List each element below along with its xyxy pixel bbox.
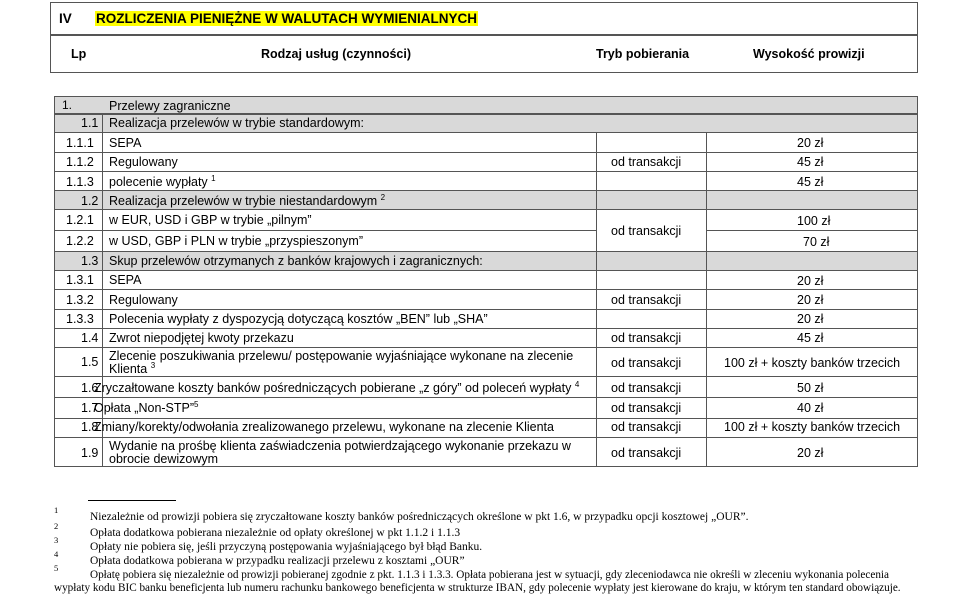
row-number: 1.7: [81, 401, 99, 415]
row-label: Skup przelewów otrzymanych z banków krajowych i zagranicznych:: [109, 254, 483, 268]
row-fee: 20 zł: [797, 446, 824, 460]
row-number: 1.: [62, 98, 73, 112]
footnote-text: Niezależnie od prowizji pobiera się zryczałtowane koszty banków pośredniczących określone w pkt 1.6, w przypadku opcji kosztowej „OUR”.: [90, 511, 749, 523]
row-number: 1.3.1: [66, 273, 94, 287]
row-label: Opłata „Non-STP”$^5$: [94, 399, 199, 415]
row-fee: 45 zł: [797, 175, 824, 189]
row-number: 1.5: [81, 355, 99, 369]
footnote-text-cont: wypłaty kodu BIC banku beneficjenta lub numeru rachunku bankowego beneficjenta w strukturze IBAN, gdy polecenie wypłaty jest kierowane do kraju, w którym ten standard obowiązuje.: [54, 582, 901, 594]
row-label: Zwrot niepodjętej kwoty przekazu: [109, 331, 294, 345]
row-number: 1.3.3: [66, 312, 94, 326]
footnote-text: Opłata dodatkowa pobierana w przypadku realizacji przelewu z kosztami „OUR”: [90, 555, 465, 567]
footnote-number: 2: [54, 521, 59, 531]
row-fee: 40 zł: [797, 401, 824, 415]
row-number: 1.8: [81, 420, 99, 434]
row-label: w EUR, USD i GBP w trybie „pilnym”: [109, 213, 312, 227]
row-mode: od transakcji: [611, 224, 682, 238]
footnote-text: Opłata dodatkowa pobierana niezależnie od opłaty określonej w pkt 1.1.2 i 1.1.3: [90, 527, 461, 539]
footnote-separator: [88, 500, 176, 501]
row-fee: 20 zł: [797, 312, 824, 326]
row-fee: 100 zł + koszty banków trzecich: [724, 356, 901, 370]
row-label: Regulowany: [109, 155, 178, 169]
row-label: Regulowany: [109, 293, 178, 307]
row-number: 1.3.2: [66, 293, 94, 307]
footnote-number: 5: [54, 563, 59, 573]
row-number: 1.2.2: [66, 234, 94, 248]
row-label: Przelewy zagraniczne: [109, 99, 231, 113]
row-fee: 100 zł + koszty banków trzecich: [724, 420, 901, 434]
row-label: SEPA: [109, 273, 142, 287]
row-number: 1.1.3: [66, 175, 94, 189]
header-service: Rodzaj usług (czynności): [261, 47, 412, 61]
row-label: SEPA: [109, 136, 142, 150]
row-fee: 45 zł: [797, 155, 824, 169]
row-number: 1.2: [81, 194, 99, 208]
row-mode: od transakcji: [611, 401, 682, 415]
row-fee: 20 zł: [797, 293, 824, 307]
row-label: Realizacja przelewów w trybie niestandardowym $^2$: [109, 192, 386, 208]
column-header: [50, 35, 918, 73]
row-label: Zryczałtowane koszty banków pośredniczących pobierane „z góry” od poleceń wypłaty $^4$: [94, 379, 580, 395]
footnote-number: 3: [54, 535, 59, 545]
row-number: 1.1: [81, 116, 99, 130]
row-fee: 70 zł: [803, 235, 830, 249]
row-mode: od transakcji: [611, 356, 682, 370]
header-lp: Lp: [71, 47, 87, 61]
row-number: 1.4: [81, 331, 99, 345]
row-number: 1.1.1: [66, 136, 94, 150]
row-label: w USD, GBP i PLN w trybie „przyspieszonym”: [109, 234, 363, 248]
section-header: [50, 2, 918, 35]
row-number: 1.6: [81, 381, 99, 395]
footnote-number: 4: [54, 549, 59, 559]
row-fee: 45 zł: [797, 331, 824, 345]
row-mode: od transakcji: [611, 381, 682, 395]
row-mode: od transakcji: [611, 446, 682, 460]
row-label: Zlecenie poszukiwania przelewu/ postępowanie wyjaśniające wykonane na zlecenie: [109, 349, 574, 363]
row-mode: od transakcji: [611, 420, 682, 434]
row-label-cont: Klienta $^3$: [109, 360, 156, 376]
row-fee: 50 zł: [797, 381, 824, 395]
row-fee: 20 zł: [797, 136, 824, 150]
row-label: polecenie wypłaty $^1$: [109, 173, 216, 189]
row-mode: od transakcji: [611, 331, 682, 345]
footnote-number: 1: [54, 505, 59, 515]
row-mode: od transakcji: [611, 293, 682, 307]
row-label-cont: obrocie dewizowym: [109, 452, 219, 466]
section-title: ROZLICZENIA PIENIĘŻNE W WALUTACH WYMIENIALNYCH: [96, 11, 477, 26]
row-number: 1.3: [81, 254, 99, 268]
row-label: Polecenia wypłaty z dyspozycją dotyczącą kosztów „BEN” lub „SHA”: [109, 312, 488, 326]
row-number: 1.9: [81, 446, 99, 460]
row-fee: 20 zł: [797, 274, 824, 288]
row-label: Wydanie na prośbę klienta zaświadczenia potwierdzającego wykonanie przekazu w: [109, 439, 571, 453]
row-fee: 100 zł: [797, 214, 831, 228]
row-mode: od transakcji: [611, 155, 682, 169]
row-label: Realizacja przelewów w trybie standardowym:: [109, 116, 364, 130]
section-number: IV: [59, 11, 72, 26]
row-number: 1.2.1: [66, 213, 94, 227]
row-number: 1.1.2: [66, 155, 94, 169]
header-fee: Wysokość prowizji: [753, 47, 865, 61]
footnote-text: Opłaty nie pobiera się, jeśli przyczyną postępowania wyjaśniającego był błąd Banku.: [90, 541, 483, 553]
row-label: Zmiany/korekty/odwołania zrealizowanego przelewu, wykonane na zlecenie Klienta: [94, 420, 554, 434]
header-mode: Tryb pobierania: [596, 47, 690, 61]
footnote-text: Opłatę pobiera się niezależnie od prowizji pobieranej zgodnie z pkt. 1.1.3 i 1.3.3. Opłata pobierana jest w sytuacji, gdy zleceniodawca nie określi w zleceniu wykonania polecenia: [90, 569, 889, 581]
